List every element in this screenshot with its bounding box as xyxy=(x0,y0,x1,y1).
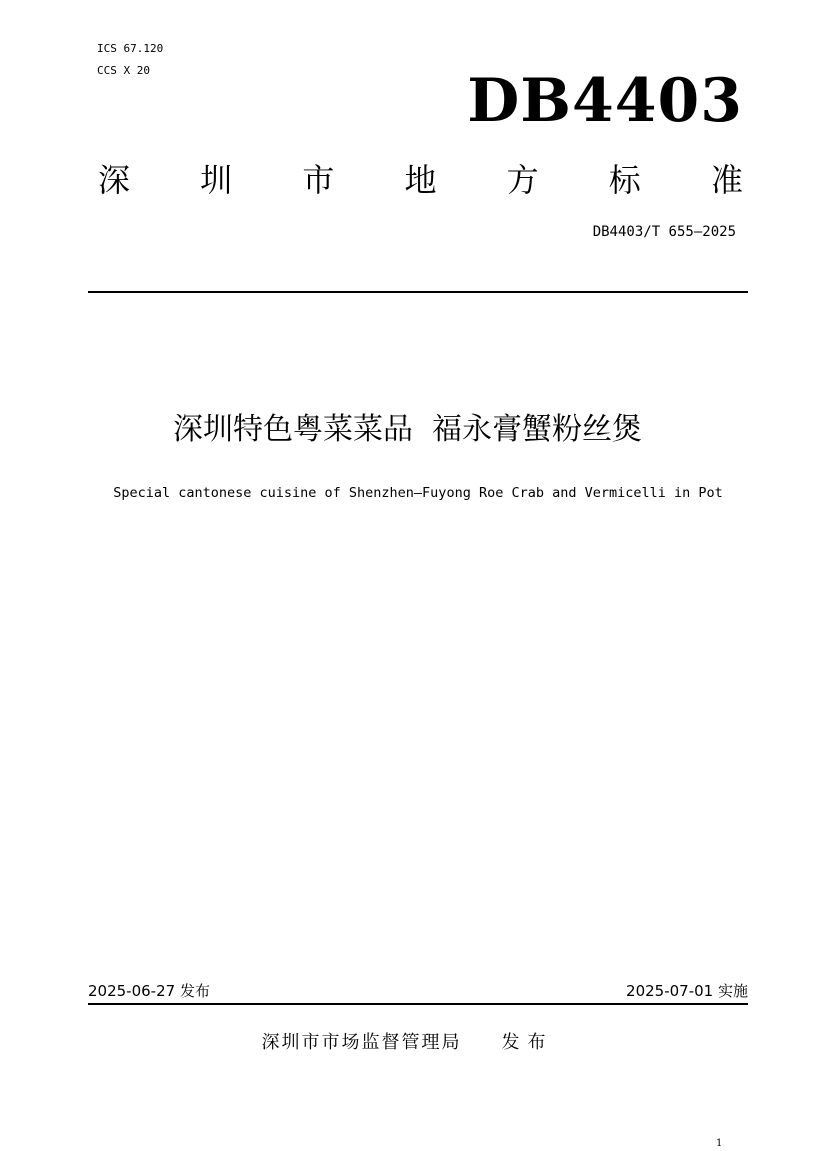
footer-divider xyxy=(88,1003,748,1005)
publish-label: 发布 xyxy=(501,1032,554,1053)
standard-type-char: 方 xyxy=(506,161,539,199)
page-number: 1 xyxy=(716,1138,723,1149)
publisher-agency: 深圳市市场监督管理局 xyxy=(261,1032,462,1053)
ics-code: ICS 67.120 xyxy=(97,42,164,55)
standard-type-char: 圳 xyxy=(200,161,233,199)
standard-code-heading: DB4403 xyxy=(467,66,743,136)
standard-type-char: 标 xyxy=(608,161,641,199)
standard-number: DB4403/T 655—2025 xyxy=(592,224,736,240)
standard-type-char: 准 xyxy=(710,161,743,199)
document-title-chinese: 深圳特色粤菜菜品 福永膏蟹粉丝煲 xyxy=(172,412,643,447)
header-divider xyxy=(88,291,748,293)
implementation-date: 2025-07-01 实施 xyxy=(626,982,748,1000)
standard-type-char: 市 xyxy=(302,161,335,199)
ccs-code: CCS X 20 xyxy=(97,64,150,77)
standard-type-heading xyxy=(98,158,743,202)
publisher-line xyxy=(0,1030,815,1056)
standard-type-char: 深 xyxy=(98,161,131,199)
document-title-english: Special cantonese cuisine of Shenzhen—Fuyong Roe Crab and Vermicelli in Pot xyxy=(113,485,723,501)
standard-type-char: 地 xyxy=(404,161,437,199)
issue-date: 2025-06-27 发布 xyxy=(88,982,210,1000)
